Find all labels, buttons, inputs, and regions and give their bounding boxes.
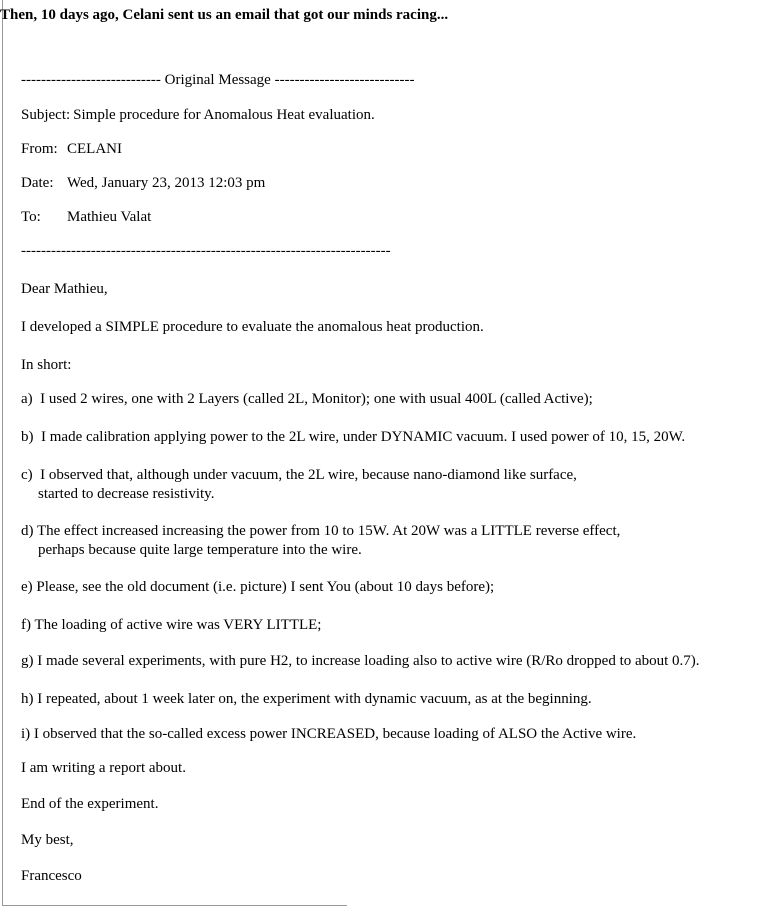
email-header-date: [21, 174, 763, 193]
list-item-c: [21, 466, 763, 504]
email-content: [21, 0, 763, 905]
list-item-line: d) The effect increased increasing the power from 10 to 15W. At 20W was a LITTLE reverse effect,: [21, 523, 621, 539]
header-body-divider: --------------------------------------------------------------------------: [21, 243, 391, 259]
from-label: From:: [21, 141, 58, 157]
signature: Francesco: [21, 868, 82, 884]
subject-label: Subject:: [21, 107, 71, 123]
closing: My best,: [21, 832, 74, 848]
email-header-to: [21, 208, 763, 227]
body-paragraph: End of the experiment.: [21, 796, 159, 812]
intro-headline: Then, 10 days ago, Celani sent us an email that got our minds racing...: [0, 7, 449, 23]
list-item-e: e) Please, see the old document (i.e. picture) I sent You (about 10 days before);: [21, 579, 495, 595]
left-vertical-rule: [2, 0, 3, 906]
bottom-horizontal-rule: [2, 905, 347, 906]
salutation: Dear Mathieu,: [21, 281, 108, 297]
body-paragraph: I developed a SIMPLE procedure to evaluate the anomalous heat production.: [21, 319, 484, 335]
subject-value: Simple procedure for Anomalous Heat evaluation.: [73, 107, 375, 123]
to-value: Mathieu Valat: [67, 209, 152, 225]
list-item-i: i) I observed that the so-called excess power INCREASED, because loading of ALSO the Active wire.: [21, 726, 637, 742]
email-header-subject: [21, 106, 763, 125]
list-item-g: g) I made several experiments, with pure H2, to increase loading also to active wire (R/Ro dropped to about 0.7).: [21, 653, 700, 669]
list-item-line: started to decrease resistivity.: [38, 486, 215, 502]
list-item-d: [21, 522, 763, 560]
list-item-line: c) I observed that, although under vacuum, the 2L wire, because nano-diamond like surface,: [21, 467, 577, 483]
list-item-a: a) I used 2 wires, one with 2 Layers (called 2L, Monitor); one with usual 400L (called Active);: [21, 391, 593, 407]
date-label: Date:: [21, 175, 54, 191]
body-paragraph: In short:: [21, 357, 72, 373]
original-message-separator: ---------------------------- Original Message ----------------------------: [21, 72, 415, 88]
list-item-b: b) I made calibration applying power to the 2L wire, under DYNAMIC vacuum. I used power of 10, 15, 20W.: [21, 429, 686, 445]
list-item-line: perhaps because quite large temperature into the wire.: [38, 542, 362, 558]
from-value: CELANI: [67, 141, 122, 157]
list-item-h: h) I repeated, about 1 week later on, the experiment with dynamic vacuum, as at the beginning.: [21, 691, 592, 707]
email-header-from: [21, 140, 763, 159]
date-value: Wed, January 23, 2013 12:03 pm: [67, 175, 266, 191]
list-item-f: f) The loading of active wire was VERY LITTLE;: [21, 617, 322, 633]
body-paragraph: I am writing a report about.: [21, 760, 186, 776]
to-label: To:: [21, 209, 41, 225]
